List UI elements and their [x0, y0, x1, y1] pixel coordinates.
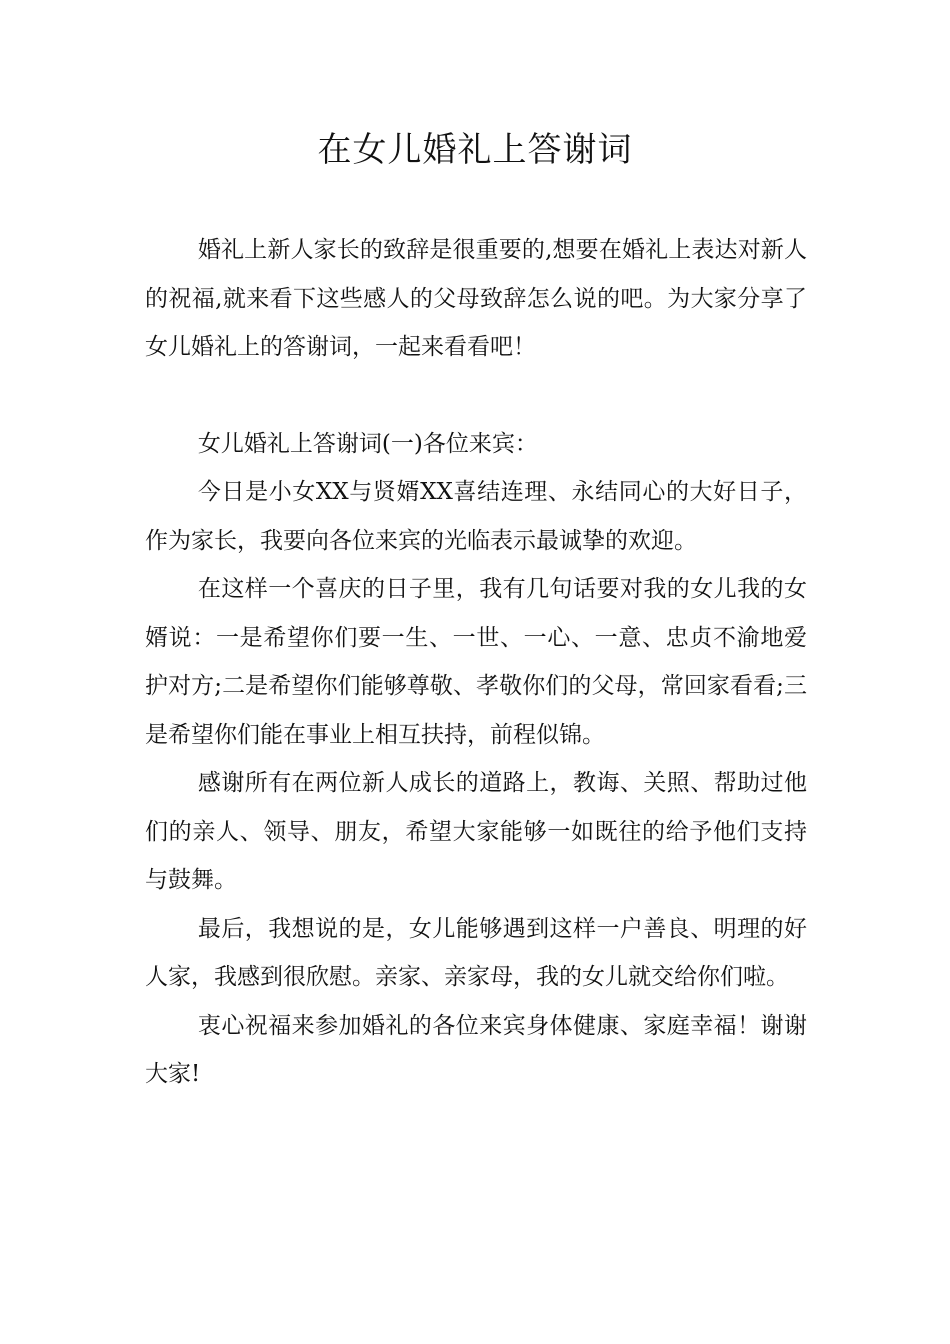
body-paragraph: 感谢所有在两位新人成长的道路上，教诲、关照、帮助过他们的亲人、领导、朋友，希望大家能够一如既往的给予他们支持与鼓舞。 — [145, 770, 807, 893]
section-heading: 女儿婚礼上答谢词(一)各位来宾： — [197, 430, 538, 457]
document-title: 在女儿婚礼上答谢词 — [317, 130, 633, 170]
body-paragraph: 最后，我想说的是，女儿能够遇到这样一户善良、明理的好人家，我感到很欣慰。亲家、亲家母，我的女儿就交给你们啦。 — [145, 915, 807, 990]
closing-paragraph: 衷心祝福来参加婚礼的各位来宾身体健康、家庭幸福！谢谢大家! — [145, 1012, 807, 1087]
body-paragraph: 在这样一个喜庆的日子里，我有几句话要对我的女儿我的女婿说：一是希望你们要一生、一世、一心、一意、忠贞不渝地爱护对方;二是希望你们能够尊敬、孝敬你们的父母，常回家看看;三是希望你们能在事业上相互扶持，前程似锦。 — [145, 576, 807, 748]
document-body — [145, 226, 807, 1099]
intro-paragraph: 婚礼上新人家长的致辞是很重要的,想要在婚礼上表达对新人的祝福,就来看下这些感人的父母致辞怎么说的吧。为大家分享了女儿婚礼上的答谢词，一起来看看吧！ — [145, 237, 807, 360]
body-paragraph: 今日是小女XX与贤婿XX喜结连理、永结同心的大好日子，作为家长，我要向各位来宾的光临表示最诚挚的欢迎。 — [145, 479, 807, 554]
